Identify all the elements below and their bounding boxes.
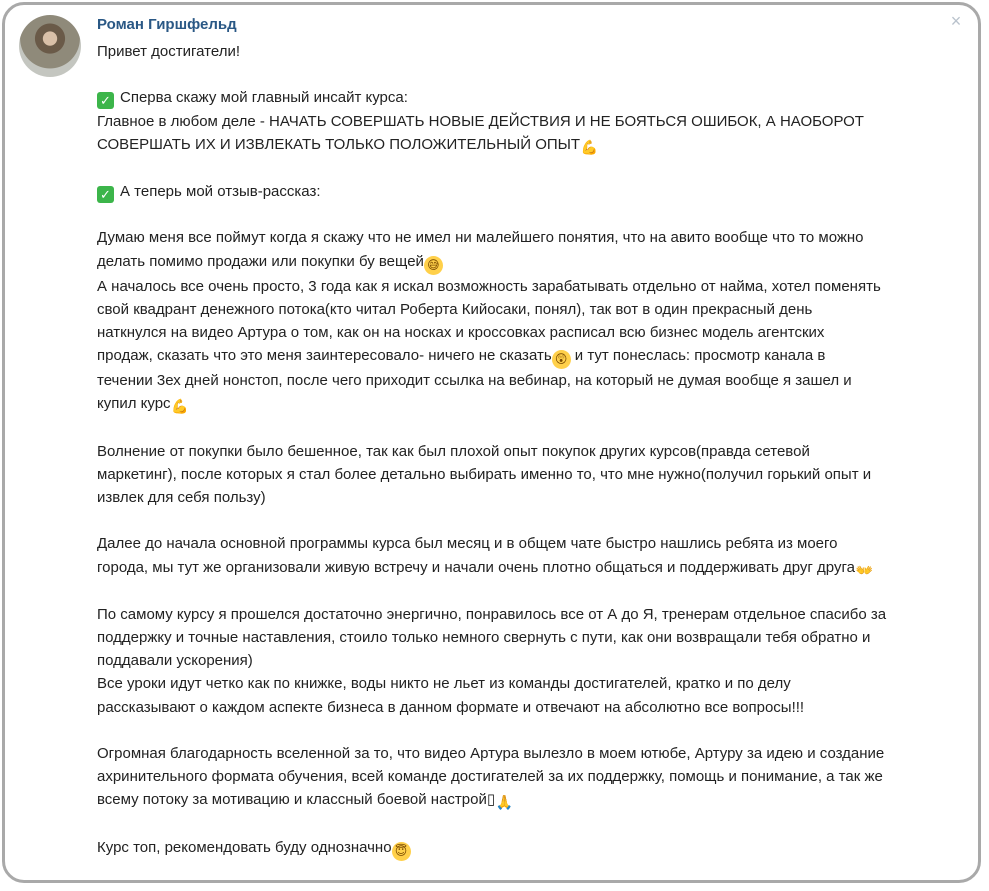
insight-intro — [97, 86, 977, 109]
paragraph-1 — [97, 226, 977, 274]
paragraph-4-text: Далее до начала основной программы курса был месяц и в общем чате быстро нашлись ребята из моего города, мы тут же организовали живую встречу и начали очень плотно общаться и поддерживать друг друга — [97, 535, 855, 576]
close-icon[interactable]: × — [950, 11, 962, 31]
spacer — [97, 719, 977, 742]
message-body — [97, 40, 977, 861]
paragraph-2 — [97, 275, 977, 417]
checkmark-icon: ✓ — [97, 92, 114, 109]
spacer — [97, 157, 977, 180]
paragraph-2-text-a: А началось все очень просто, 3 года как я искал возможность зарабатывать отдельно от найма, хотел поменять свой квадрант денежного потока(кто читал Роберта Кийосаки, понял), так вот в один прекрасный день наткнулся на видео Артура о том, как он на носках и кроссовках расписал всю бизнес модель агентских продаж, сказать что это меня заинтересовало- ничего не сказать — [97, 277, 881, 365]
spacer — [97, 509, 977, 532]
paragraph-1-text: Думаю меня все поймут когда я скажу что не имел ни малейшего понятия, что на авито вообще что то можно делать помимо продажи или покупки бу вещей — [97, 229, 864, 270]
paragraph-3: Волнение от покупки было бешенное, так как был плохой опыт покупок других курсов(правда сетевой маркетинг), после которых я стал более детально выбирать именно то, что мне нужно(получил горький опыт и извлек для себя пользу) — [97, 442, 872, 506]
spacer — [97, 580, 977, 603]
surprised-face-icon: 😲 — [552, 350, 571, 369]
spacer — [97, 416, 977, 439]
bicep-icon: 💪 — [580, 138, 599, 155]
insight-text: Главное в любом деле - НАЧАТЬ СОВЕРШАТЬ НОВЫЕ ДЕЙСТВИЯ И НЕ БОЯТЬСЯ ОШИБОК, А НАОБОРОТ СОВЕРШАТЬ ИХ И ИЗВЛЕКАТЬ ТОЛЬКО ПОЛОЖИТЕЛЬНЫЙ ОПЫТ — [97, 112, 864, 153]
spacer — [97, 203, 977, 226]
insight-intro-text: Сперва скажу мой главный инсайт курса: — [120, 89, 408, 107]
halo-face-icon: 😇 — [392, 842, 411, 861]
missing-glyph: ▯ — [486, 791, 496, 809]
paragraph-7 — [97, 836, 977, 861]
paragraph-6 — [97, 742, 977, 812]
paragraph-6-text: Огромная благодарность вселенной за то, что видео Артура вылезло в моем ютюбе, Артуру за идею и создание ахринительного формата обучения, всей команде достигателей за их поддержку, помощь и понимание, а так же всему потоку за мотивацию и классный боевой настрой — [97, 744, 885, 809]
greeting-text: Привет достигатели! — [97, 43, 241, 60]
spacer — [97, 63, 977, 86]
paragraph-2-text-b: и тут понеслась: просмотр канала в течении 3ех дней нонстоп, после чего приходит ссылка на вебинар, на который не думая вообще я зашел и купил курс — [97, 347, 852, 413]
praying-hands-icon: 🙏 — [495, 794, 514, 811]
checkmark-icon: ✓ — [97, 186, 114, 203]
paragraph-5: По самому курсу я прошелся достаточно энергично, понравилось все от А до Я, тренерам отдельное спасибо за поддержку и точные наставления, стоило только немного свернуть с пути, как они возвращали тебя обратно и поддавали ускорения) Все уроки идут четко как по книжке, воды никто не льет из команды достигателей, кратко и по делу рассказывают о каждом аспекте бизнеса в данном формате и отвечают на абсолютно все вопросы!!! — [97, 605, 887, 716]
paragraph-7-text: Курс топ, рекомендовать буду однозначно — [97, 838, 392, 856]
review-intro-text: А теперь мой отзыв-рассказ: — [120, 182, 321, 200]
spacer — [97, 812, 977, 835]
review-intro — [97, 180, 977, 203]
paragraph-4 — [97, 532, 977, 579]
review-card — [2, 2, 981, 883]
author-name[interactable]: Роман Гиршфельд — [97, 16, 237, 33]
grin-sweat-icon: 😅 — [424, 256, 443, 275]
avatar[interactable] — [19, 15, 81, 77]
bicep-icon: 💪 — [171, 398, 189, 415]
open-hands-icon: 👐 — [855, 561, 874, 578]
insight-paragraph — [97, 110, 977, 157]
